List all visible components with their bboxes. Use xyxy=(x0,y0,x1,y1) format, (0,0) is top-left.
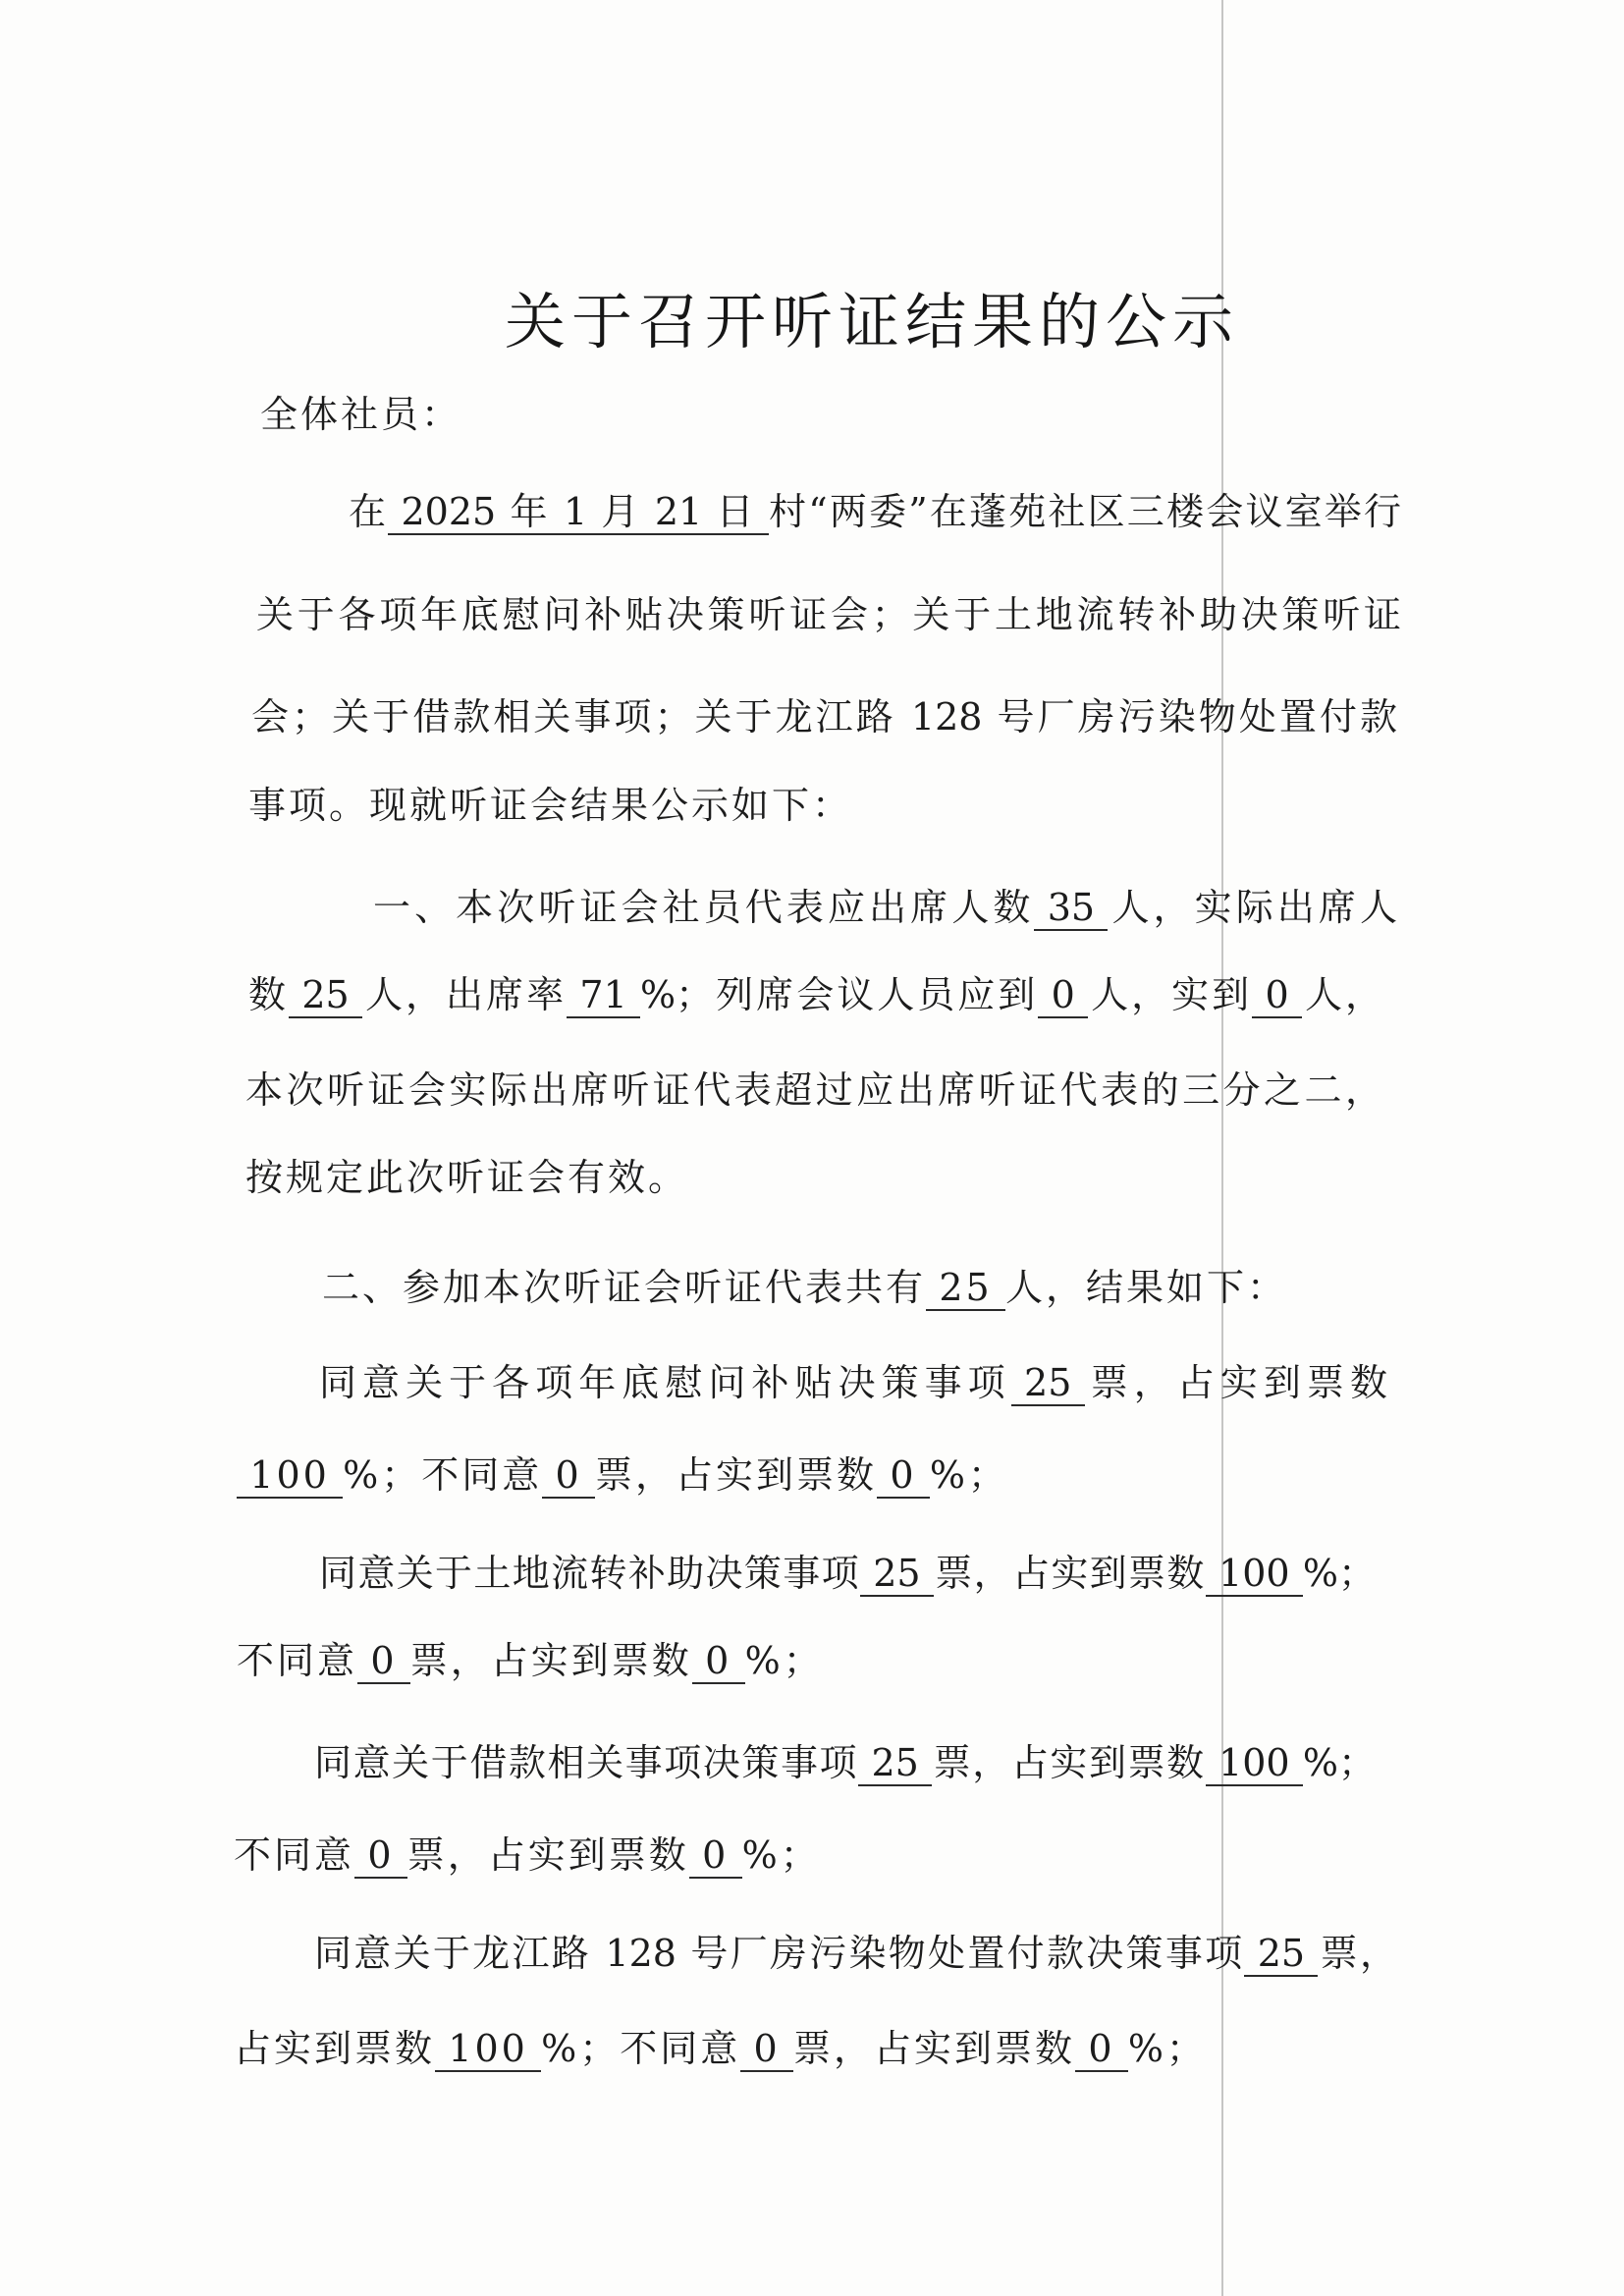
text-line xyxy=(373,880,1397,935)
text-segment: 票，占实到票数 xyxy=(933,1552,1206,1595)
text-segment: %； xyxy=(744,1639,824,1682)
text-segment: %；列席会议人员应到 xyxy=(640,973,1039,1016)
text-line xyxy=(349,484,1401,539)
text-segment: 票，占实到票数 xyxy=(595,1453,878,1497)
text-segment: 同意关于龙江路 128 号厂房污染物处置付款决策事项 xyxy=(314,1932,1245,1975)
fill-in-value: 100 xyxy=(1206,1552,1303,1597)
text-line xyxy=(314,1735,1376,1790)
text-segment: 关于各项年底慰问补贴决策听证会；关于土地流转补助决策听证 xyxy=(256,593,1401,636)
text-segment: 数 xyxy=(248,973,290,1016)
text-segment: 村“两委”在蓬苑社区三楼会议室举行 xyxy=(769,490,1401,533)
fill-in-value: 25 xyxy=(1244,1932,1318,1977)
fill-in-value: 0 xyxy=(689,1833,742,1879)
fill-in-value: 71 xyxy=(567,973,640,1018)
text-segment: 同意关于借款相关事项决策事项 xyxy=(314,1741,859,1784)
text-segment: 票，占实到票数 xyxy=(409,1639,692,1682)
text-line xyxy=(322,1260,1287,1315)
text-segment: 人， xyxy=(1301,973,1382,1016)
text-segment: 票，占实到票数 xyxy=(406,1833,689,1877)
text-segment: %；不同意 xyxy=(343,1453,543,1497)
fill-in-value: 0 xyxy=(357,1639,410,1684)
text-segment: %； xyxy=(929,1453,1008,1497)
text-segment: 票，占实到票数 xyxy=(793,2027,1076,2070)
text-segment: 同意关于土地流转补助决策事项 xyxy=(319,1552,860,1595)
fill-in-value: 2025 年 1 月 21 日 xyxy=(388,490,769,535)
fill-in-value: 0 xyxy=(740,2027,793,2072)
fill-in-value: 0 xyxy=(1075,2027,1128,2072)
text-segment: 人，结果如下： xyxy=(1004,1266,1287,1309)
fill-in-value: 100 xyxy=(435,2027,541,2072)
text-line xyxy=(319,1546,1376,1601)
fill-in-value: 0 xyxy=(692,1639,745,1684)
fill-in-value: 100 xyxy=(1206,1741,1303,1786)
text-segment: %； xyxy=(1302,1741,1376,1784)
fill-in-value: 0 xyxy=(1252,973,1302,1018)
salutation: 全体社员： xyxy=(260,393,462,436)
fill-in-value: 0 xyxy=(354,1833,407,1879)
fill-in-value: 25 xyxy=(858,1741,932,1786)
text-segment: 不同意 xyxy=(234,1833,355,1877)
text-segment: 占实到票数 xyxy=(234,2027,436,2070)
text-line xyxy=(245,1063,1382,1118)
text-segment: 票，占实到票数 xyxy=(1084,1361,1387,1404)
text-line xyxy=(251,689,1397,744)
text-line xyxy=(248,778,852,833)
fill-in-value: 100 xyxy=(237,1453,343,1499)
text-line xyxy=(314,1926,1397,1981)
text-segment: 同意关于各项年底慰问补贴决策事项 xyxy=(319,1361,1011,1404)
text-segment: %；不同意 xyxy=(541,2027,741,2070)
fill-in-value: 25 xyxy=(1011,1361,1085,1406)
fill-in-value: 25 xyxy=(860,1552,934,1597)
text-segment: 本次听证会实际出席听证代表超过应出席听证代表的三分之二， xyxy=(245,1068,1382,1112)
text-segment: 票， xyxy=(1318,1932,1397,1975)
fill-in-value: 0 xyxy=(877,1453,930,1499)
text-segment: 事项。现就听证会结果公示如下： xyxy=(248,784,853,827)
text-line xyxy=(237,1448,1008,1503)
text-segment: 在 xyxy=(349,490,389,533)
text-segment: 票，占实到票数 xyxy=(932,1741,1206,1784)
text-segment: 按规定此次听证会有效。 xyxy=(245,1156,689,1199)
text-line xyxy=(248,967,1382,1022)
text-line xyxy=(256,587,1401,642)
text-segment: 人，出席率 xyxy=(361,973,568,1016)
text-line xyxy=(234,1828,821,1883)
text-line xyxy=(234,2021,1207,2076)
fill-in-value: 0 xyxy=(542,1453,595,1499)
fill-in-value: 35 xyxy=(1034,886,1108,931)
text-segment: 会；关于借款相关事项；关于龙江路 128 号厂房污染物处置付款 xyxy=(251,695,1397,738)
text-segment: 二、参加本次听证会听证代表共有 xyxy=(322,1266,927,1309)
fill-in-value: 25 xyxy=(926,1266,1005,1311)
text-line xyxy=(237,1633,824,1688)
text-line xyxy=(245,1150,688,1205)
fill-in-value: 0 xyxy=(1038,973,1088,1018)
text-segment: 不同意 xyxy=(237,1639,358,1682)
text-line xyxy=(319,1355,1387,1410)
text-segment: %； xyxy=(1302,1552,1376,1595)
document-title: 关于召开听证结果的公示 xyxy=(505,286,1240,357)
text-segment: 人，实际出席人 xyxy=(1108,886,1397,929)
text-segment: 人，实到 xyxy=(1088,973,1253,1016)
text-segment: 一、本次听证会社员代表应出席人数 xyxy=(373,886,1035,929)
fill-in-value: 25 xyxy=(289,973,362,1018)
text-segment: %； xyxy=(1127,2027,1207,2070)
text-segment: %； xyxy=(741,1833,821,1877)
